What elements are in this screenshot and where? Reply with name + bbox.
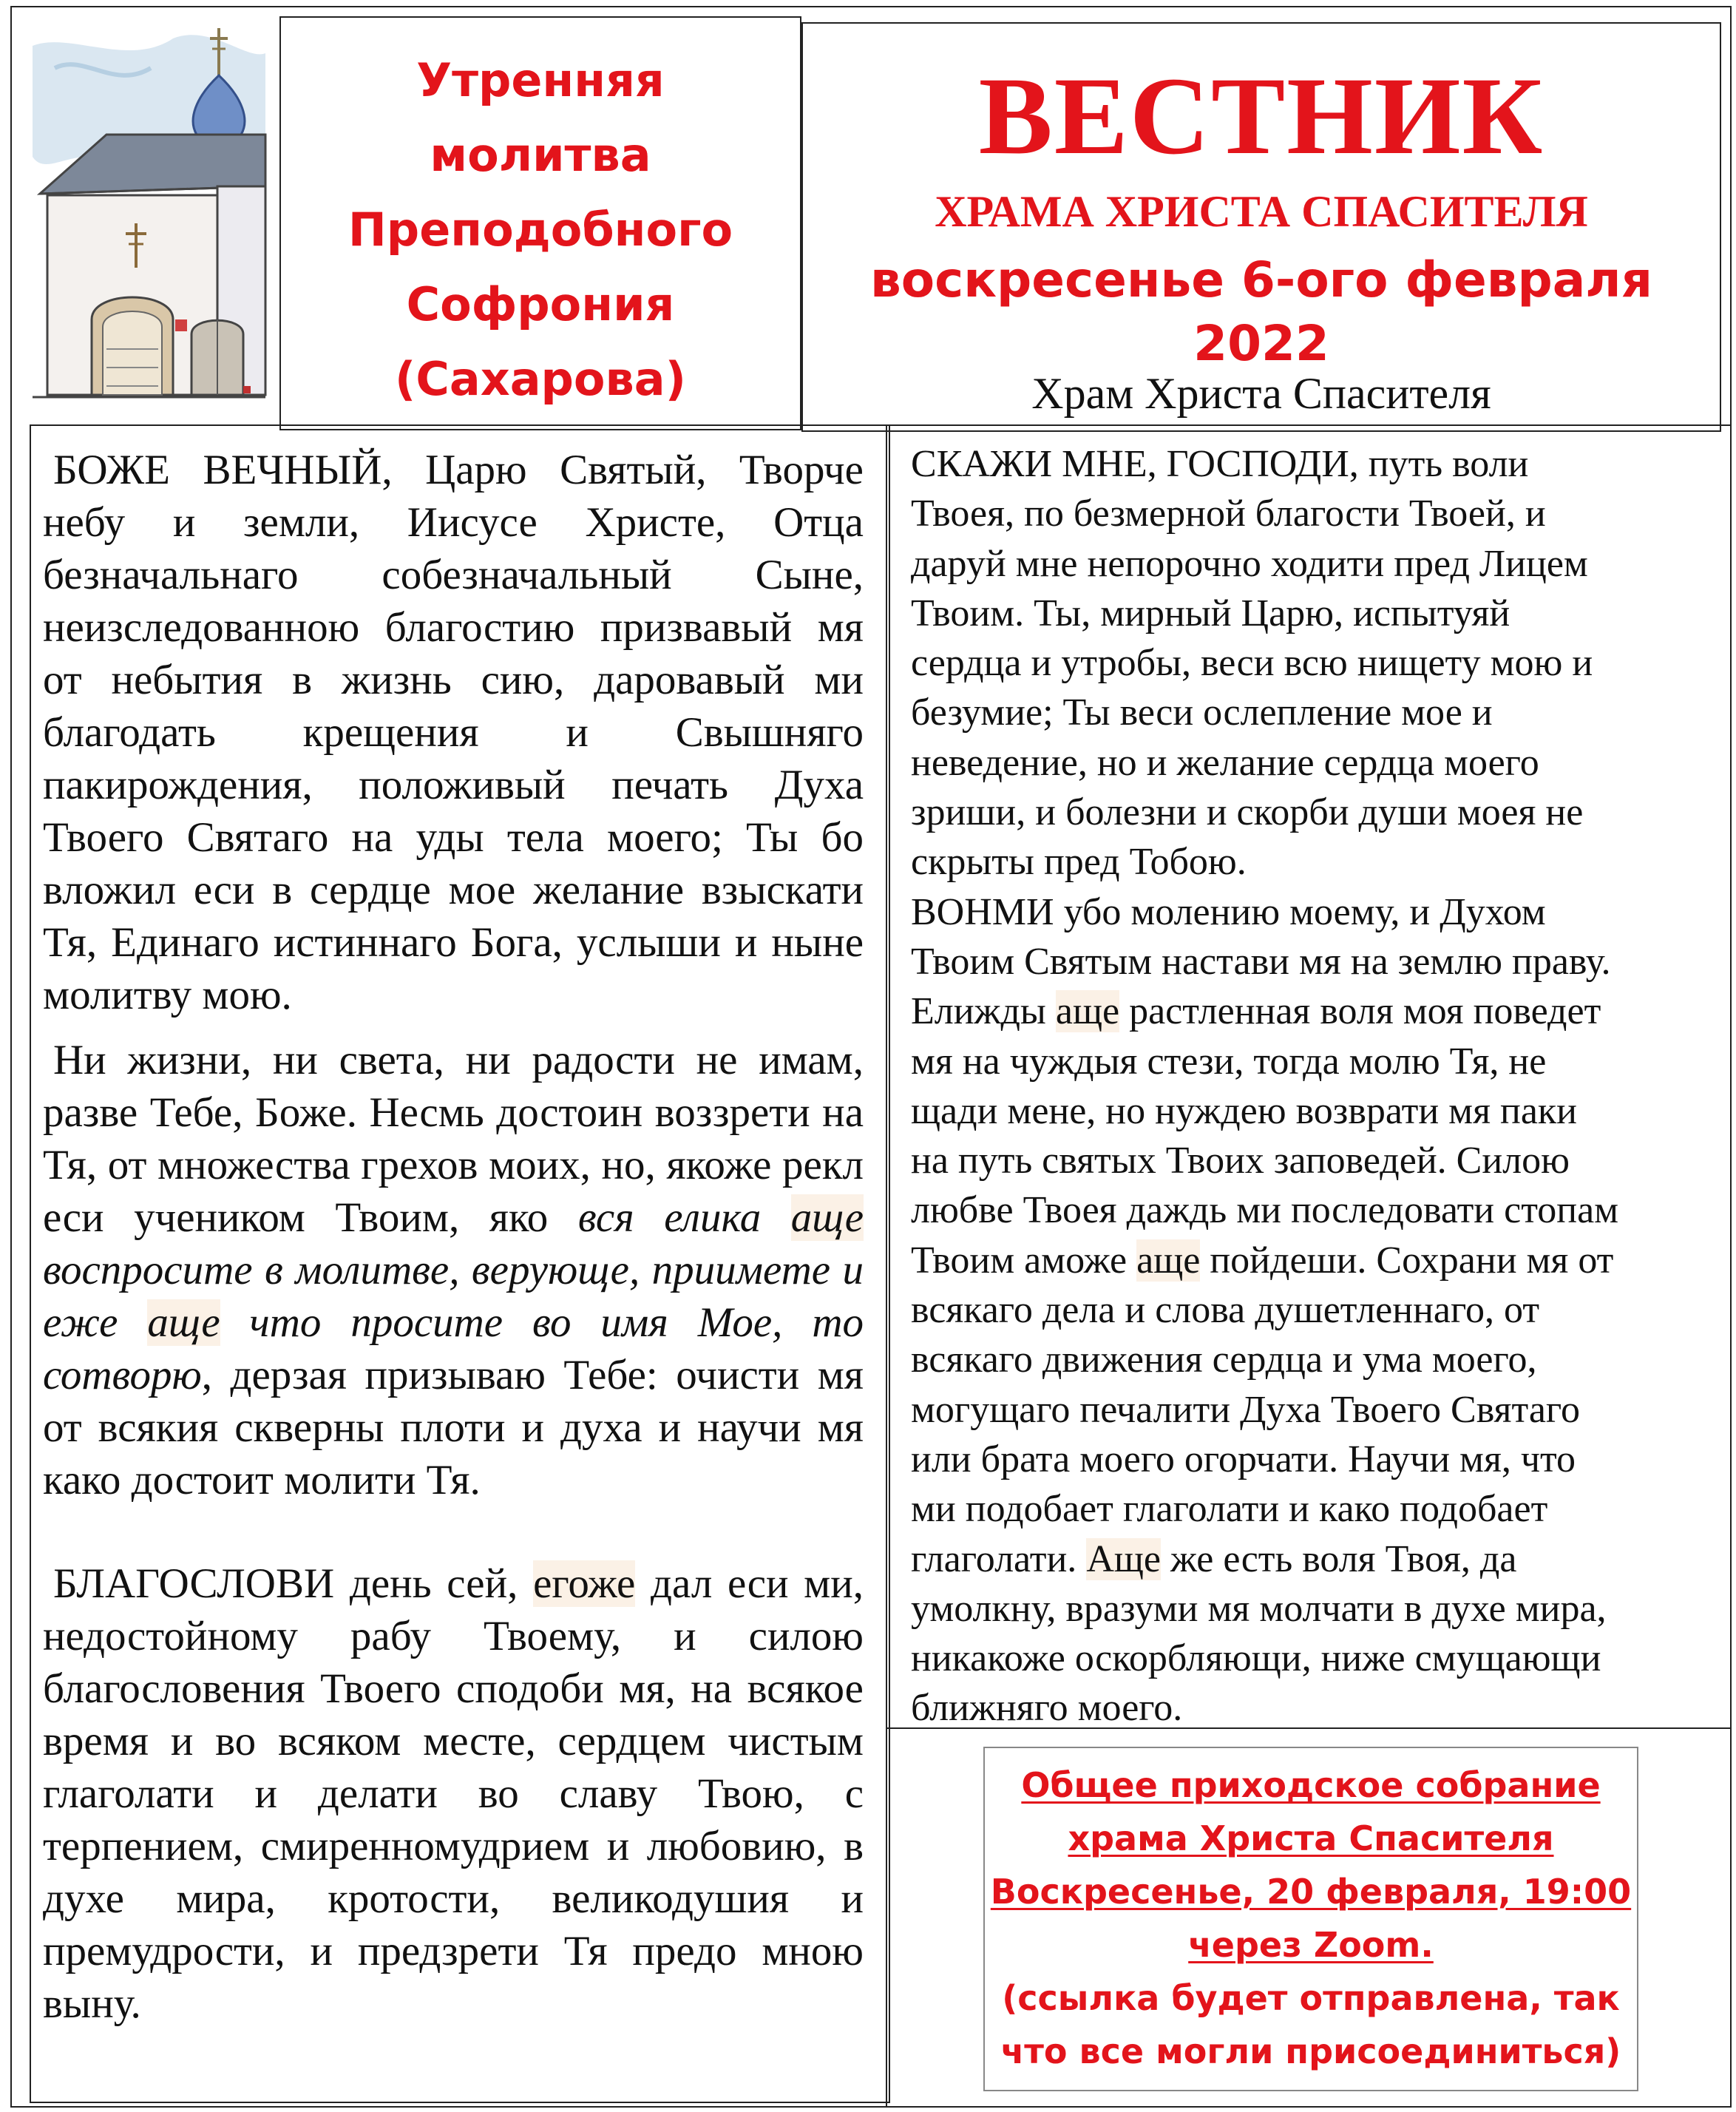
- prayer-text: , дерзая призываю Тебе: очисти мя от всякия скверны плоти и духа и научи мя како достоит молити Тя.: [43, 1352, 864, 1503]
- prayer-text: Твоим Святым настави мя на землю праву.: [911, 940, 1611, 983]
- prayer-text: даруй мне непорочно ходити пред Лицем: [911, 542, 1588, 585]
- prayer-text: СКАЖИ МНЕ, ГОСПОДИ, путь воли: [911, 443, 1529, 485]
- right-prayer-line: [911, 1683, 1717, 1733]
- announcement-zoom: через Zoom.: [1188, 1925, 1434, 1965]
- prayer-text: глаголати.: [911, 1537, 1087, 1580]
- prayer-title-line: Преподобного: [347, 203, 733, 257]
- right-prayer-line: [911, 589, 1717, 638]
- right-prayer-line: [911, 1136, 1717, 1185]
- prayer-text: умолкну, вразуми мя молчати в духе мира,: [911, 1587, 1607, 1630]
- highlighted-word: егоже: [533, 1560, 636, 1607]
- highlighted-word: аще: [790, 1194, 864, 1241]
- highlighted-word: аще: [1136, 1239, 1201, 1282]
- announcement: [983, 1759, 1638, 2078]
- right-prayer-line: [911, 1086, 1717, 1136]
- masthead-subtitle: ХРАМА ХРИСТА СПАСИТЕЛЯ: [935, 187, 1588, 236]
- highlighted-word: Аще: [1086, 1537, 1161, 1580]
- right-prayer-line: [911, 1584, 1717, 1634]
- prayer-paragraph-3: [43, 1557, 864, 2030]
- prayer-text: БОЖЕ ВЕЧНЫЙ, Царю Святый, Творче небу и земли, Иисусе Христе, Отца безначальнаго собезначальный Сыне, неизследованною благостию призвавый мя от небытия в жизнь сию, даровавый ми благодать крещения и Свышняго пакирождения, положивый печать Духа Твоего Святаго на уды тела моего; Ты бо вложил еси в сердце мое желание взыскати Тя, Единаго истиннаго Бога, услыши и ныне молитву мою.: [43, 447, 864, 1018]
- announcement-note: (ссылка будет отправлена, так: [1002, 1978, 1620, 2018]
- right-prayer-line: [911, 788, 1717, 837]
- prayer-text: БЛАГОСЛОВИ день сей,: [53, 1560, 534, 1607]
- prayer-title-line: молитва: [430, 128, 651, 182]
- right-prayer-line: [911, 1285, 1717, 1335]
- announcement-line: Общее приходское собрание: [1021, 1765, 1601, 1805]
- right-prayer-line: [911, 1335, 1717, 1384]
- prayer-text: никакоже оскорбляющи, ниже смущающи: [911, 1637, 1601, 1680]
- right-prayer-line: [911, 986, 1717, 1036]
- prayer-text: любве Твоея даждь ми последовати стопам: [911, 1189, 1619, 1232]
- prayer-text: ближняго моего.: [911, 1687, 1183, 1730]
- right-prayer-line: [911, 887, 1717, 937]
- right-prayer-line: [911, 439, 1717, 489]
- right-prayer-line: [911, 688, 1717, 737]
- prayer-text: Твоим. Ты, мирный Царю, испытуяй: [911, 592, 1510, 634]
- prayer-text: всякаго движения сердца и ума моего,: [911, 1338, 1537, 1381]
- masthead-title: ВЕСТНИК: [978, 55, 1545, 177]
- prayer-text: сердца и утробы, веси всю нищету мою и: [911, 642, 1593, 685]
- prayer-text: ми подобает глаголати и како подобает: [911, 1488, 1548, 1531]
- prayer-title-line: (Сахарова): [395, 352, 686, 406]
- prayer-text: растленная воля моя поведет: [1119, 990, 1601, 1033]
- prayer-text: зриши, и болезни и скорби души моея не: [911, 791, 1584, 834]
- prayer-paragraph-2: [43, 1034, 864, 1506]
- masthead-box: [801, 22, 1721, 432]
- prayer-text: Твоея, по безмерной благости Твоей, и: [911, 493, 1546, 535]
- prayer-text: же есть воля Твоя, да: [1161, 1537, 1517, 1580]
- prayer-text: Твоим аможе: [911, 1239, 1137, 1282]
- prayer-title: [281, 43, 800, 416]
- right-prayer-text: [911, 439, 1717, 1733]
- prayer-text: мя на чуждыя стези, тогда молю Тя, не: [911, 1040, 1547, 1083]
- right-prayer-line: [911, 1435, 1717, 1484]
- scripture-quote: что просите во имя Мое, то сотворю: [43, 1299, 864, 1398]
- right-prayer-line: [911, 1037, 1717, 1086]
- prayer-paragraph-1: [43, 444, 864, 1021]
- right-prayer-line: [911, 489, 1717, 538]
- right-prayer-line: [911, 1236, 1717, 1285]
- prayer-text: всякаго дела и слова душетленнаго, от: [911, 1289, 1540, 1332]
- prayer-text: ВОНМИ убо молению моему, и Духом: [911, 890, 1546, 933]
- prayer-title-line: Софрония: [406, 277, 675, 331]
- scripture-quote: воспросите в молитве, верующе, приимете и еже: [43, 1247, 864, 1346]
- right-prayer-line: [911, 638, 1717, 688]
- prayer-text: дал еси ми, недостойному рабу Твоему, и силою благословения Твоего сподоби мя, на всякое время и во всяком месте, сердцем чистым глаголати и делати во славу Твою, с терпением, смиренномудрием и любовию, в духе мира, кротости, великодушия и премудрости, и предзрети Тя предо мною выну.: [43, 1560, 864, 2027]
- prayer-text: пойдеши. Сохрани мя от: [1200, 1239, 1614, 1282]
- prayer-text: неведение, но и желание сердца моего: [911, 741, 1539, 784]
- church-watercolor-illustration-icon: [25, 24, 269, 408]
- right-prayer-line: [911, 738, 1717, 788]
- prayer-text: могущаго печалити Духа Твоего Святаго: [911, 1388, 1580, 1431]
- prayer-text: щади мене, но нуждею возврати мя паки: [911, 1089, 1577, 1132]
- prayer-text: или брата моего огорчати. Научи мя, что: [911, 1438, 1576, 1480]
- church-illustration: [25, 24, 269, 408]
- highlighted-word: аще: [147, 1299, 220, 1346]
- right-prayer-line: [911, 1385, 1717, 1435]
- right-prayer-line: [911, 937, 1717, 986]
- prayer-title-box: [279, 16, 801, 430]
- right-prayer-line: [911, 1534, 1717, 1584]
- right-prayer-line: [911, 1634, 1717, 1683]
- masthead-date: воскресенье 6-ого февраля 2022: [870, 251, 1652, 372]
- prayer-text: Елижды: [911, 990, 1056, 1033]
- announcement-datetime: Воскресенье, 20 февраля, 19:00: [990, 1872, 1632, 1912]
- prayer-text: безумие; Ты веси ослепление мое и: [911, 691, 1493, 734]
- scripture-quote: вся елика: [577, 1194, 791, 1241]
- announcement-line: храма Христа Спасителя: [1068, 1818, 1554, 1858]
- highlighted-word: аще: [1055, 990, 1120, 1033]
- prayer-text: на путь святых Твоих заповедей. Силою: [911, 1140, 1570, 1182]
- announcement-note: что все могли присоединиться): [1000, 2031, 1621, 2071]
- prayer-text: скрыты пред Тобою.: [911, 841, 1247, 884]
- prayer-title-line: Утренняя: [416, 53, 665, 107]
- prayer-text: Ни жизни, ни света, ни радости не имам, разве Тебе, Боже. Несмь достоин воззрети на Тя, от множества грехов моих, но, якоже рекл еси учеником Твоим, яко: [43, 1037, 864, 1241]
- right-prayer-line: [911, 1484, 1717, 1534]
- right-prayer-line: [911, 539, 1717, 589]
- masthead-temple-name: Храм Христа Спасителя: [1031, 369, 1491, 418]
- right-prayer-line: [911, 1185, 1717, 1235]
- right-prayer-line: [911, 837, 1717, 887]
